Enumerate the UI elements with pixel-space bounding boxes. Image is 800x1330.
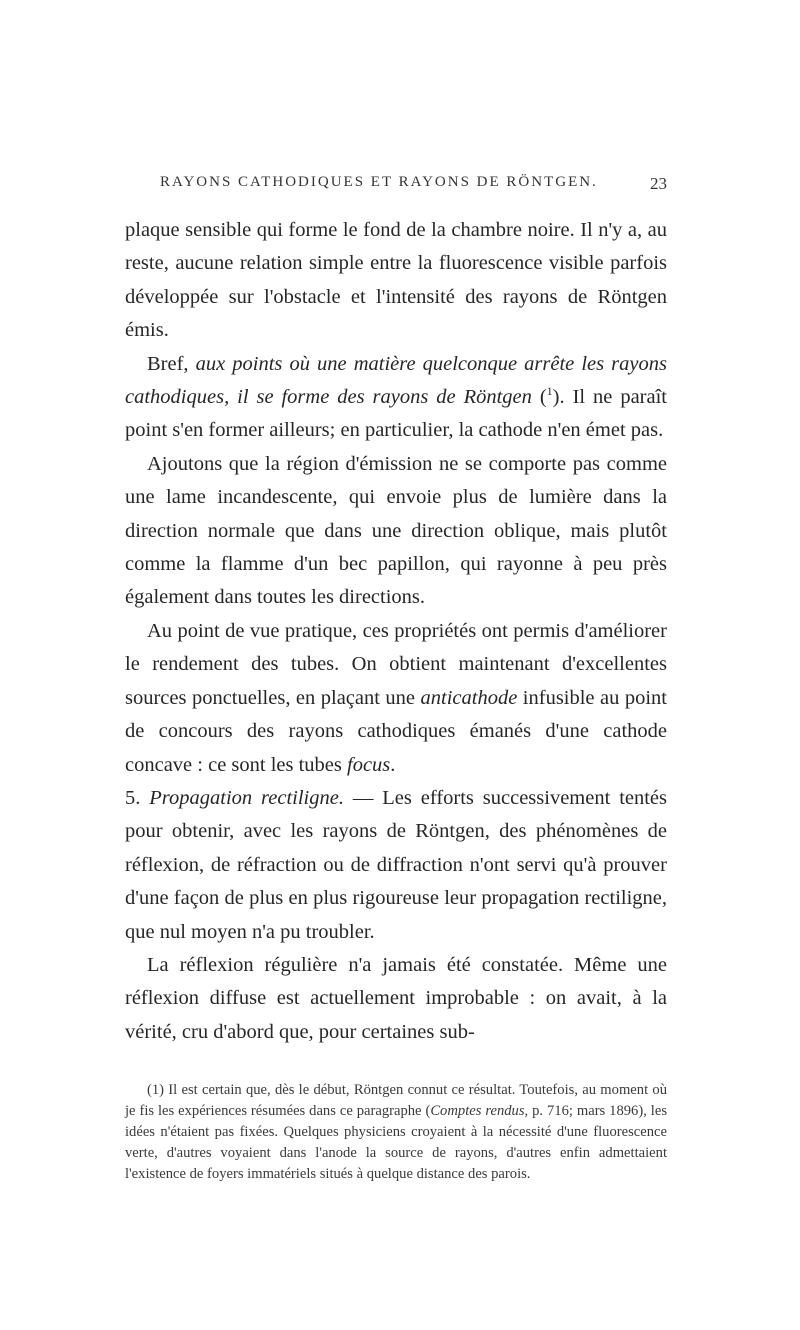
paragraph-text: .: [390, 753, 396, 776]
paragraph: Ajoutons que la région d'émission ne se comporte pas comme une lame incandescente, qui envoie plus de lumière dans la direction normale que dans une direction oblique, mais plutôt comme la flamme d'un bec papillon, qui rayonne à peu près également dans toutes les directions.: [125, 452, 667, 609]
footnote-ref-close: ).: [552, 386, 573, 409]
footnote-mark: (1): [147, 1082, 165, 1098]
footnote-ref-open: (: [531, 386, 547, 409]
emphasis-text: focus: [347, 753, 391, 776]
footnote-text: Il est certain que, dès le début, Röntgen connut ce résultat. Toutefois, au moment où je fis les expériences résumées dans ce paragraphe (: [125, 1082, 667, 1119]
emphasis-text: aux points où une matière quelconque arrête les rayons cathodiques, il se forme des rayons de Röntgen: [125, 352, 667, 409]
paragraph-text: — Les efforts successivement tentés pour obtenir, avec les rayons de Röntgen, des phénomènes de réflexion, de réfraction ou de diffraction n'ont servi qu'à prouver d'une façon de plus en plus rigoureuse leur propagation rectiligne, que nul moyen n'a pu troubler.: [125, 786, 668, 943]
footnote-italic: Comptes rendus: [430, 1103, 525, 1119]
section-number: 5.: [125, 786, 150, 809]
paragraph-text: infusible au point de concours des rayons cathodiques émanés d'une cathode concave : ce sont les tubes: [125, 686, 667, 776]
paragraph-text: Au point de vue pratique, ces propriétés ont permis d'améliorer le rendement des tubes. On obtient maintenant d'excellentes sources ponctuelles, en plaçant une: [125, 619, 667, 709]
paragraph: La réflexion régulière n'a jamais été constatée. Même une réflexion diffuse est actuellement improbable : on avait, à la vérité, cru d'abord que, pour certaines sub-: [125, 953, 667, 1043]
paragraph: plaque sensible qui forme le fond de la chambre noire. Il n'y a, au reste, aucune relation simple entre la fluorescence visible parfois développée sur l'obstacle et l'intensité des rayons de Röntgen émis.: [125, 219, 667, 342]
section-paragraph: [125, 782, 667, 949]
running-head: [125, 174, 665, 200]
footnote-paragraph: [125, 1080, 667, 1185]
footnote: [125, 1080, 667, 1185]
paragraph-text: Il ne paraît point s'en former ailleurs; en particulier, la cathode n'en émet pas.: [125, 386, 668, 442]
body-text: [125, 214, 667, 1049]
section-title: Propagation rectiligne.: [149, 786, 344, 809]
emphasis-text: anticathode: [420, 686, 518, 709]
paragraph-text: Bref,: [147, 352, 196, 375]
running-title: RAYONS CATHODIQUES ET RAYONS DE RÖNTGEN.: [160, 174, 598, 190]
paragraph: [125, 615, 667, 782]
footnote-text: , p. 716; mars 1896), les idées n'étaient pas fixées. Quelques physiciens croyaient à la nécessité d'une fluorescence verte, d'autres voyaient dans l'anode la source de rayons, d'autres enfin admettaient l'existence de foyers immatériels situés à quelque distance des parois.: [125, 1103, 667, 1182]
footnote-ref: 1: [546, 384, 553, 399]
paragraph: [125, 348, 667, 448]
page-number: 23: [650, 174, 667, 193]
